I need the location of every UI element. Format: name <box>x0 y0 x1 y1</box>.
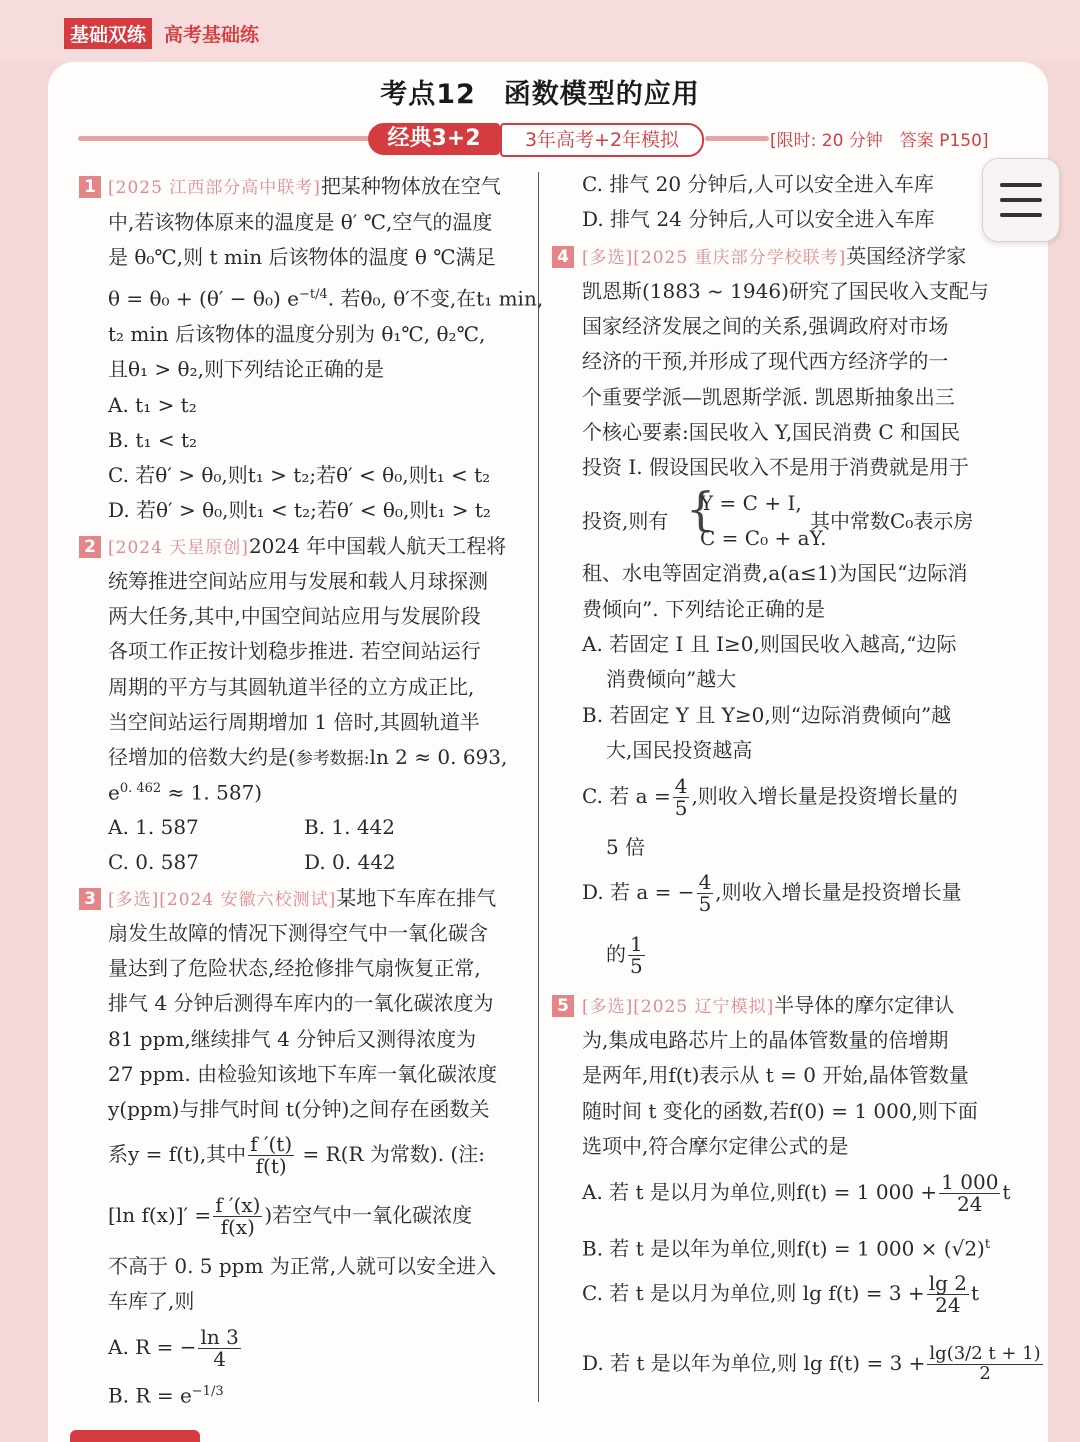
option-b[interactable]: B. 1. 442 <box>304 815 396 839</box>
option-d[interactable]: D. 排气 24 分钟后,人可以安全进入车库 <box>582 207 935 231</box>
option-b[interactable]: B. 若固定 Y 且 Y≥0,则“边际消费倾向”越 <box>582 703 952 727</box>
question-4-line: 投资,则有 <box>582 509 669 533</box>
question-4-line: 国家经济发展之间的关系,强调政府对市场 <box>582 314 949 338</box>
question-3-line: [多选][2024 安徽六校测试]某地下车库在排气 <box>108 886 497 910</box>
ribbon-badge: 经典3+2 <box>368 123 500 155</box>
option-c-cont: 5 倍 <box>606 835 646 859</box>
option-c[interactable]: C. 若 t 是以月为单位,则 lg f(t) = 3 + $\frac{\lg 2}{24}$ t <box>582 1271 980 1317</box>
question-3-line: [ln f(x)]′ = $\frac{f '(x)}{f(x)}$ )若空气中一氧化碳浓度 <box>108 1193 473 1239</box>
ribbon-line <box>78 136 370 141</box>
menu-icon <box>1000 213 1042 217</box>
question-1-line: 且θ₁ > θ₂,则下列结论正确的是 <box>108 357 384 381</box>
question-2-line: [2024 天星原创]2024 年中国载人航天工程将 <box>108 534 507 558</box>
series-tag: 基础双练 <box>64 18 152 49</box>
option-d-cont: 的 $\frac{1}{5}$ <box>606 932 643 978</box>
page-title: 考点12 函数模型的应用 <box>380 79 700 110</box>
equation-line: Y = C + I, <box>700 491 802 515</box>
question-2-line: 当空间站运行周期增加 1 倍时,其圆轨道半 <box>108 710 480 734</box>
question-1-line: [2025 江西部分高中联考]把某种物体放在空气 <box>108 174 501 198</box>
question-3-line: 27 ppm. 由检验知该地下车库一氧化碳浓度 <box>108 1062 498 1086</box>
question-3-line: 量达到了危险状态,经抢修排气扇恢复正常, <box>108 956 481 980</box>
time-limit-info: [限时: 20 分钟 答案 P150] <box>770 131 989 151</box>
question-4-line: 经济的干预,并形成了现代西方经济学的一 <box>582 349 949 373</box>
option-c[interactable]: C. 若θ′ > θ₀,则t₁ > t₂;若θ′ < θ₀,则t₁ < t₂ <box>108 463 491 487</box>
question-4-line: 其中常数C₀表示房 <box>810 509 974 533</box>
question-2-line: 两大任务,其中,中国空间站应用与发展阶段 <box>108 604 481 628</box>
option-a[interactable]: A. R = − $\frac{\ln 3}{4}$ <box>108 1325 239 1371</box>
equation-line: C = C₀ + aY. <box>700 526 827 550</box>
question-number: 4 <box>552 246 574 268</box>
question-3-line: 81 ppm,继续排气 4 分钟后又测得浓度为 <box>108 1027 477 1051</box>
question-4-line: 投资 I. 假设国民收入不是用于消费就是用于 <box>582 455 969 479</box>
option-d[interactable]: D. 若 a = − $\frac{4}{5}$ ,则收入增长量是投资增长量 <box>582 870 962 916</box>
ribbon-line <box>705 136 769 141</box>
question-4-line: 个核心要素:国民收入 Y,国民消费 C 和国民 <box>582 420 961 444</box>
question-4-line: 凯恩斯(1883 ~ 1946)研究了国民收入支配与 <box>582 279 989 303</box>
question-3-line: 系y = f(t),其中 $\frac{f '(t)}{f(t)}$ = R(R 为常数). (注: <box>108 1132 485 1178</box>
question-1-line: t₂ min 后该物体的温度分别为 θ₁℃, θ₂℃, <box>108 322 486 346</box>
question-3-line: 排气 4 分钟后测得车库内的一氧化碳浓度为 <box>108 991 494 1015</box>
question-number: 1 <box>79 176 101 198</box>
question-number: 5 <box>552 995 574 1017</box>
option-a[interactable]: A. t₁ > t₂ <box>108 393 197 417</box>
option-d[interactable]: D. 若θ′ > θ₀,则t₁ < t₂;若θ′ < θ₀,则t₁ > t₂ <box>108 498 491 522</box>
question-2-line: $e^{0. 462} \approx 1$. 587) <box>108 780 263 805</box>
option-c[interactable]: C. 0. 587 <box>108 850 199 874</box>
option-a[interactable]: A. 若固定 I 且 I≥0,则国民收入越高,“边际 <box>582 632 957 656</box>
question-2-line: 径增加的倍数大约是(参考数据:ln 2 ≈ 0. 693, <box>108 745 508 769</box>
question-2-line: 各项工作正按计划稳步推进. 若空间站运行 <box>108 639 481 663</box>
question-2-line: 周期的平方与其圆轨道半径的立方成正比, <box>108 675 475 699</box>
question-1-line: 中,若该物体原来的温度是 θ′ ℃,空气的温度 <box>108 210 493 234</box>
question-3-line: 不高于 0. 5 ppm 为正常,人就可以安全进入 <box>108 1254 497 1278</box>
question-4-line: 租、水电等固定消费,a(a≤1)为国民“边际消 <box>582 561 968 585</box>
option-a-cont: 消费倾向”越大 <box>606 667 737 691</box>
question-3-line: y(ppm)与排气时间 t(分钟)之间存在函数关 <box>108 1097 490 1121</box>
question-number: 3 <box>79 888 101 910</box>
series-subtag: 高考基础练 <box>164 24 260 46</box>
question-source: [2024 天星原创] <box>108 538 249 558</box>
option-b[interactable]: B. t₁ < t₂ <box>108 428 197 452</box>
question-5-line: 随时间 t 变化的函数,若f(0) = 1 000,则下面 <box>582 1099 978 1123</box>
question-3-line: 扇发生故障的情况下测得空气中一氧化碳含 <box>108 921 488 945</box>
question-5-line: 为,集成电路芯片上的晶体管数量的倍增期 <box>582 1028 949 1052</box>
ribbon-subtitle: 3年高考+2年模拟 <box>500 123 704 157</box>
question-4-line: [多选][2025 重庆部分学校联考]英国经济学家 <box>582 244 967 268</box>
question-3-line: 车库了,则 <box>108 1289 195 1313</box>
question-4-line: 个重要学派—凯恩斯学派. 凯恩斯抽象出三 <box>582 385 955 409</box>
option-d[interactable]: D. 0. 442 <box>304 850 396 874</box>
question-5-line: 选项中,符合摩尔定律公式的是 <box>582 1134 849 1158</box>
question-1-line: θ = θ₀ + (θ′ − θ₀) $e^{-t/4}$. 若θ₀, θ′不变,在t₁ min, <box>108 286 544 311</box>
option-b-cont: 大,国民投资越高 <box>606 738 753 762</box>
question-source: [2025 江西部分高中联考] <box>108 178 321 198</box>
question-number: 2 <box>79 536 101 558</box>
footer-tab <box>70 1430 200 1442</box>
column-divider <box>538 172 539 1402</box>
option-c[interactable]: C. 排气 20 分钟后,人可以安全进入车库 <box>582 172 934 196</box>
question-source: [多选][2025 辽宁模拟] <box>582 997 775 1017</box>
option-d[interactable]: D. 若 t 是以年为单位,则 lg f(t) = 3 + $\frac{\lg(3/2 t + 1)}{2}$ <box>582 1343 1041 1384</box>
menu-icon <box>1000 198 1042 202</box>
option-b[interactable]: B. 若 t 是以年为单位,则f(t) = 1 $000 \times (√2)^t$ <box>582 1236 991 1261</box>
option-b[interactable]: B. $R = e^{-1/3}$ <box>108 1383 224 1408</box>
question-source: [多选][2025 重庆部分学校联考] <box>582 248 847 268</box>
brace: { <box>686 482 716 536</box>
menu-icon <box>1000 183 1042 187</box>
option-a[interactable]: A. 若 t 是以月为单位,则f(t) = 1 000 + $\frac{1 000}{24}$ t <box>582 1170 1011 1216</box>
option-a[interactable]: A. 1. 587 <box>108 815 199 839</box>
question-4-line: 费倾向”. 下列结论正确的是 <box>582 597 825 621</box>
question-5-line: 是两年,用f(t)表示从 t = 0 开始,晶体管数量 <box>582 1063 969 1087</box>
menu-button[interactable] <box>982 158 1060 242</box>
question-source: [多选][2024 安徽六校测试] <box>108 890 337 910</box>
question-2-line: 统筹推进空间站应用与发展和载人月球探测 <box>108 569 488 593</box>
question-1-line: 是 θ₀℃,则 t min 后该物体的温度 θ ℃满足 <box>108 245 496 269</box>
option-c[interactable]: C. 若 a = $\frac{4}{5}$ ,则收入增长量是投资增长量的 <box>582 774 958 820</box>
question-5-line: [多选][2025 辽宁模拟]半导体的摩尔定律认 <box>582 993 955 1017</box>
